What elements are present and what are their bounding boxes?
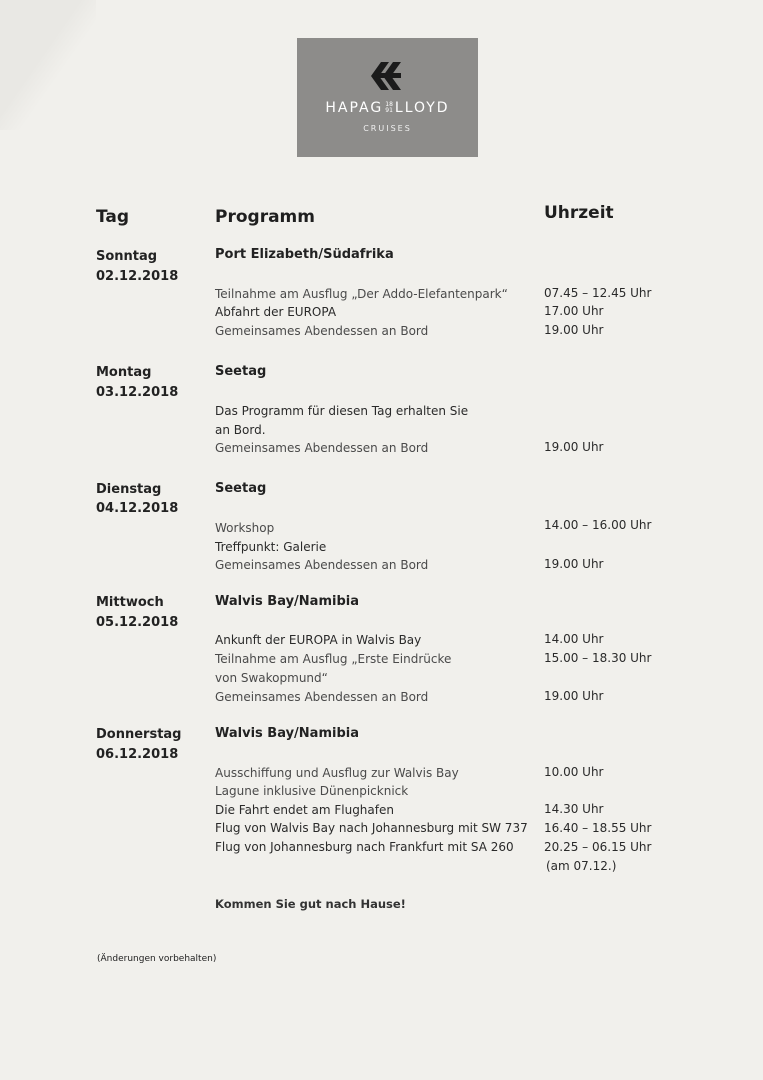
program-time: 16.40 – 18.55 Uhr [544,821,652,835]
program-line: Lagune inklusive Dünenpicknick [215,784,409,798]
program-line: Teilnahme am Ausflug „Der Addo-Elefantenpark“ [215,287,508,301]
logo-subtitle: CRUISES [363,124,412,133]
program-line: Gemeinsames Abendessen an Bord [215,690,429,704]
footnote: (Änderungen vorbehalten) [97,954,217,964]
program-time: 14.30 Uhr [544,802,604,816]
day-weekday: Donnerstag [96,727,182,742]
header-program: Programm [215,207,315,227]
day-weekday: Mittwoch [96,595,164,610]
day-date: 06.12.2018 [96,747,179,762]
program-line: Abfahrt der EUROPA [215,305,337,319]
program-line: Gemeinsames Abendessen an Bord [215,324,429,338]
program-line: Treffpunkt: Galerie [215,540,327,554]
program-line: Gemeinsames Abendessen an Bord [215,558,429,572]
logo-brand: HAPAG 18 91 LLOYD [325,100,450,116]
day-date: 05.12.2018 [96,615,179,630]
day-weekday: Montag [96,365,152,380]
program-line: Die Fahrt endet am Flughafen [215,803,394,817]
program-time: 19.00 Uhr [544,557,604,571]
program-line: von Swakopmund“ [215,671,328,685]
program-time: 15.00 – 18.30 Uhr [544,651,652,665]
day-date: 04.12.2018 [96,501,179,516]
program-time: 19.00 Uhr [544,689,604,703]
header-time: Uhrzeit [544,203,614,223]
program-line: Gemeinsames Abendessen an Bord [215,441,429,455]
day-title: Walvis Bay/Namibia [215,594,359,609]
folded-corner [0,0,82,118]
day-title: Walvis Bay/Namibia [215,726,359,741]
program-line: Das Programm für diesen Tag erhalten Sie [215,404,469,418]
program-time: 19.00 Uhr [544,323,604,337]
program-time: 17.00 Uhr [544,304,604,318]
program-line: Flug von Walvis Bay nach Johannesburg mit SW 737 [215,821,528,835]
program-line: Ausschiffung und Ausflug zur Walvis Bay [215,766,459,780]
day-title: Seetag [215,481,267,496]
logo-year: 18 91 [385,101,393,114]
program-line: Ankunft der EUROPA in Walvis Bay [215,633,422,647]
program-time-note: (am 07.12.) [546,859,617,873]
day-date: 03.12.2018 [96,385,179,400]
day-weekday: Sonntag [96,249,158,264]
program-time: 19.00 Uhr [544,440,604,454]
hapag-lloyd-logo-icon [367,60,407,92]
day-weekday: Dienstag [96,482,162,497]
program-time: 14.00 Uhr [544,632,604,646]
program-line: Teilnahme am Ausflug „Erste Eindrücke [215,652,452,666]
program-time: 10.00 Uhr [544,765,604,779]
program-line: Flug von Johannesburg nach Frankfurt mit SA 260 [215,840,514,854]
company-logo [297,38,478,157]
header-day: Tag [96,207,130,227]
day-date: 02.12.2018 [96,269,179,284]
program-time: 07.45 – 12.45 Uhr [544,286,652,300]
program-time: 14.00 – 16.00 Uhr [544,518,652,532]
program-line: Workshop [215,521,275,535]
closing-message: Kommen Sie gut nach Hause! [215,897,406,911]
day-title: Port Elizabeth/Südafrika [215,247,394,262]
day-title: Seetag [215,364,267,379]
program-time: 20.25 – 06.15 Uhr [544,840,652,854]
program-line: an Bord. [215,423,266,437]
